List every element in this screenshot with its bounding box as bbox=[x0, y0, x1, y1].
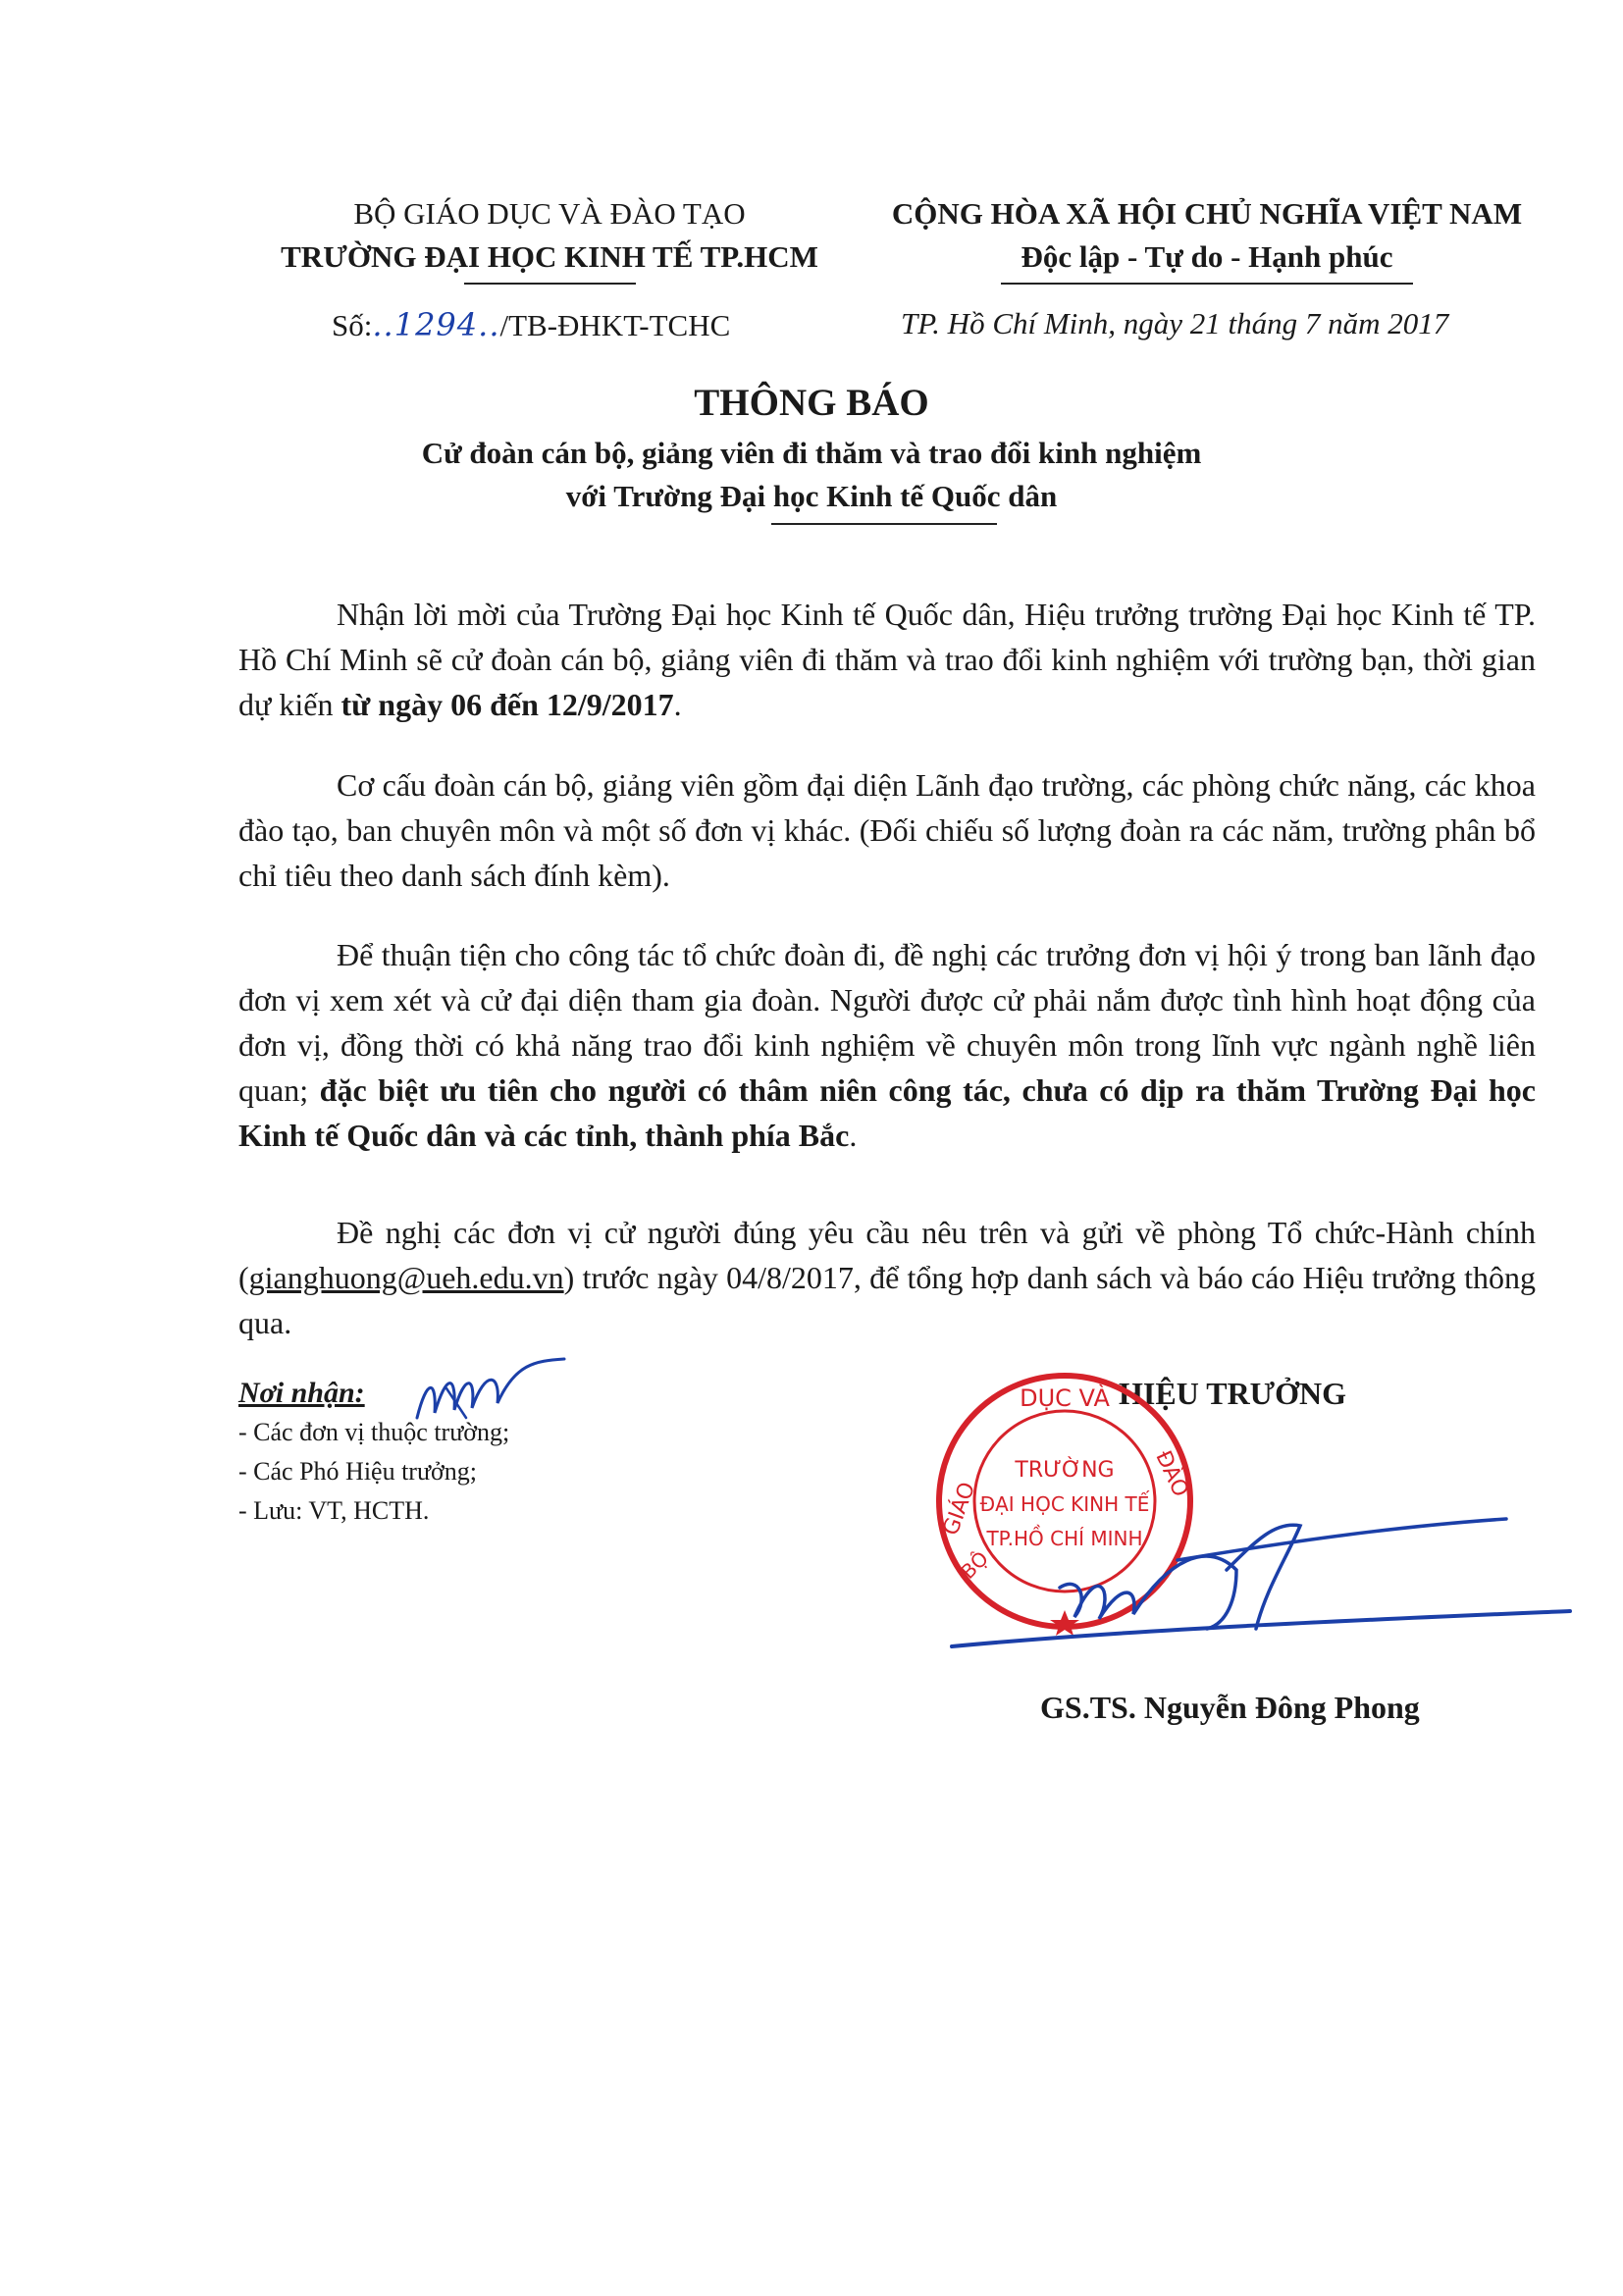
stamp-outer-bottom: BỘ bbox=[956, 1546, 993, 1584]
paragraph-3-end: . bbox=[849, 1118, 858, 1153]
recipient-item: - Các đơn vị thuộc trường; bbox=[238, 1418, 510, 1446]
document-subtitle-line2: với Trường Đại học Kinh tế Quốc dân bbox=[565, 479, 1058, 513]
paragraph-1-bold: từ ngày 06 đến 12/9/2017 bbox=[340, 687, 674, 722]
stamp-line-1: TRƯỜNG bbox=[1015, 1458, 1115, 1483]
document-number bbox=[332, 306, 730, 343]
paragraph-3-text: Để thuận tiện cho công tác tổ chức đoàn đi, đề nghị các trưởng đơn vị hội ý trong ban lãnh đạo đơn vị xem xét và cử đại diện tham gia đoàn. Người được cử phải nắm được tình hình hoạt động của đơn vị, đồng thời có khả năng trao đổi kinh nghiệm về chuyên môn trong lĩnh vực ngành nghề liên quan; bbox=[238, 937, 1536, 1108]
document-title: THÔNG BÁO bbox=[694, 382, 929, 424]
paragraph-1-end: . bbox=[673, 687, 682, 722]
header-left bbox=[231, 192, 868, 285]
document-number-handwritten: ..1294.. bbox=[372, 306, 500, 343]
stamp-outer-right: ĐÀO bbox=[1150, 1446, 1193, 1501]
paragraph-1-text: Nhận lời mời của Trường Đại học Kinh tế Quốc dân, Hiệu trưởng trường Đại học Kinh tế TP. Hồ Chí Minh sẽ cử đoàn cán bộ, giảng viên đi thăm và trao đổi kinh nghiệm với trường bạn, thời gian dự kiến bbox=[238, 597, 1536, 722]
stamp-outer-left: GIÁO bbox=[938, 1479, 981, 1539]
stamp-outer-top: DỤC VÀ bbox=[1020, 1384, 1110, 1412]
contact-email-link[interactable]: gianghuong@ueh.edu.vn bbox=[248, 1260, 564, 1295]
recipient-item: - Các Phó Hiệu trưởng; bbox=[238, 1457, 478, 1486]
signature-position: HIỆU TRƯỞNG bbox=[1119, 1376, 1347, 1411]
nation-name: CỘNG HÒA XÃ HỘI CHỦ NGHĨA VIỆT NAM bbox=[891, 196, 1523, 231]
document-subtitle-line1: Cử đoàn cán bộ, giảng viên đi thăm và trao đổi kinh nghiệm bbox=[421, 436, 1202, 470]
paragraph-2-text: Cơ cấu đoàn cán bộ, giảng viên gồm đại diện Lãnh đạo trường, các phòng chức năng, các khoa đào tạo, ban chuyên môn và một số đơn vị khác. (Đối chiếu số lượng đoàn ra các năm, trường phân bổ chỉ tiêu theo danh sách đính kèm). bbox=[238, 767, 1536, 893]
paragraph-2 bbox=[238, 762, 1536, 898]
university-name: TRƯỜNG ĐẠI HỌC KINH TẾ TP.HCM bbox=[281, 239, 818, 274]
paragraph-4 bbox=[238, 1210, 1536, 1345]
header-right bbox=[864, 192, 1550, 285]
subtitle-underline bbox=[771, 523, 997, 525]
signer-name: GS.TS. Nguyễn Đông Phong bbox=[1040, 1690, 1420, 1725]
paragraph-3-bold: đặc biệt ưu tiên cho người có thâm niên công tác, chưa có dịp ra thăm Trường Đại học Kinh tế Quốc dân và các tỉnh, thành phía Bắc bbox=[238, 1072, 1537, 1153]
header-left-underline bbox=[464, 283, 636, 285]
document-number-suffix: /TB-ĐHKT-TCHC bbox=[499, 308, 731, 342]
paragraph-4-text-after: ) trước ngày 04/8/2017, để tổng hợp danh sách và báo cáo Hiệu trưởng thông qua. bbox=[238, 1260, 1536, 1340]
paragraph-4-text-before: Đề nghị các đơn vị cử người đúng yêu cầu nêu trên và gửi về phòng Tổ chức-Hành chính ( bbox=[238, 1215, 1536, 1295]
initials-scribble bbox=[407, 1349, 603, 1437]
header-right-underline bbox=[1001, 283, 1413, 285]
ministry-name: BỘ GIÁO DỤC VÀ ĐÀO TẠO bbox=[353, 196, 746, 231]
document-number-prefix: Số: bbox=[332, 308, 373, 342]
paragraph-3 bbox=[238, 932, 1536, 1158]
recipient-item: - Lưu: VT, HCTH. bbox=[238, 1496, 430, 1525]
document-date: TP. Hồ Chí Minh, ngày 21 tháng 7 năm 2017 bbox=[901, 306, 1449, 340]
stamp-line-2: ĐẠI HỌC KINH TẾ bbox=[979, 1492, 1150, 1516]
national-motto: Độc lập - Tự do - Hạnh phúc bbox=[1021, 239, 1393, 274]
paragraph-1 bbox=[238, 592, 1536, 727]
stamp-line-3: TP.HỒ CHÍ MINH bbox=[986, 1527, 1143, 1550]
recipients-title: Nơi nhận: bbox=[238, 1377, 365, 1409]
handwritten-signature bbox=[942, 1501, 1590, 1658]
